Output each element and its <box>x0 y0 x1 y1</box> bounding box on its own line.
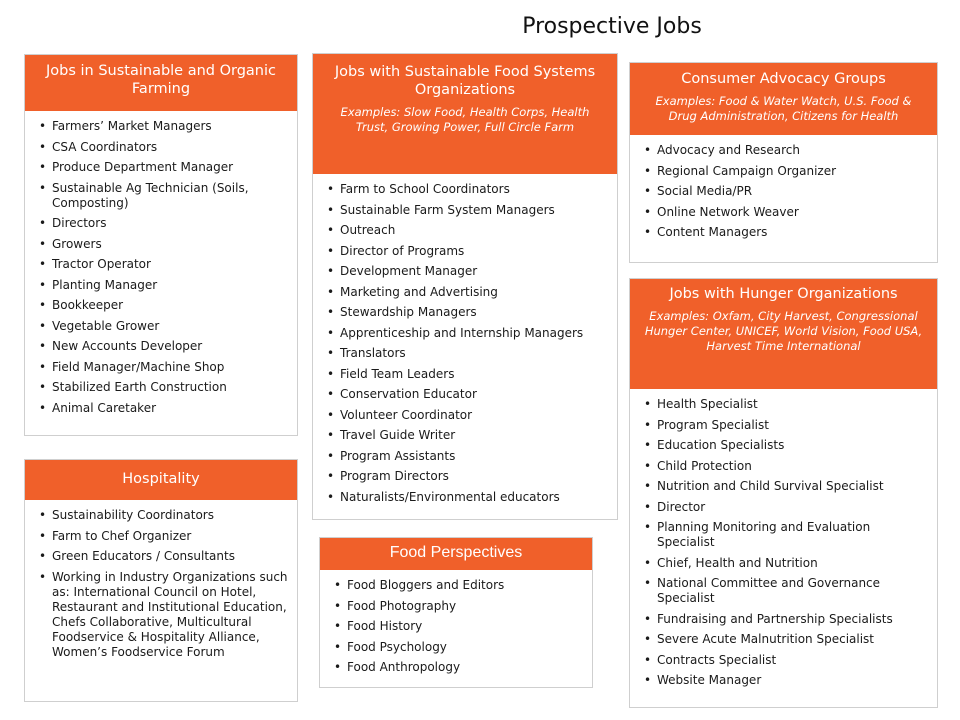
list-item: • Vegetable Grower <box>43 319 291 334</box>
card-examples: Examples: Slow Food, Health Corps, Health Trust, Growing Power, Full Circle Farm <box>340 105 590 134</box>
card-examples: Examples: Oxfam, City Harvest, Congressional Hunger Center, UNICEF, World Vision, Food USA, Harvest Time International <box>644 309 923 353</box>
list-item: • Conservation Educator <box>331 387 611 402</box>
card-examples: Examples: Food & Water Watch, U.S. Food & Drug Administration, Citizens for Health <box>655 94 912 123</box>
list-item: • Program Specialist <box>648 418 931 433</box>
list-item: • Outreach <box>331 223 611 238</box>
card-header <box>313 54 617 174</box>
list-item: • Stewardship Managers <box>331 305 611 320</box>
card-hospitality <box>24 459 298 702</box>
card-heading: Jobs in Sustainable and Organic Farming <box>45 63 277 97</box>
list-item: • Growers <box>43 237 291 252</box>
list-item: • Produce Department Manager <box>43 160 291 175</box>
list-item: • Stabilized Earth Construction <box>43 380 291 395</box>
job-list <box>313 174 617 516</box>
list-item: • Food Bloggers and Editors <box>338 578 586 593</box>
card-heading: Consumer Advocacy Groups <box>681 71 886 87</box>
list-item: • Contracts Specialist <box>648 653 931 668</box>
list-item: • Naturalists/Environmental educators <box>331 490 611 505</box>
list-item: • Program Assistants <box>331 449 611 464</box>
card-heading: Food Perspectives <box>389 544 523 561</box>
list-item: • Field Manager/Machine Shop <box>43 360 291 375</box>
list-item: • Director of Programs <box>331 244 611 259</box>
list-item: • Green Educators / Consultants <box>43 549 291 564</box>
list-item: • Sustainable Ag Technician (Soils, Composting) <box>43 181 291 211</box>
list-item: • Nutrition and Child Survival Specialist <box>648 479 931 494</box>
card-header <box>320 538 592 570</box>
list-item: • Tractor Operator <box>43 257 291 272</box>
list-item: • Child Protection <box>648 459 931 474</box>
list-item: • Regional Campaign Organizer <box>648 164 931 179</box>
list-item: • Farmers’ Market Managers <box>43 119 291 134</box>
card-header <box>630 279 937 389</box>
page-title: Prospective Jobs <box>522 14 702 39</box>
card-header <box>25 55 297 111</box>
list-item: • Chief, Health and Nutrition <box>648 556 931 571</box>
card-sustainable-food-systems <box>312 53 618 520</box>
list-item: • Animal Caretaker <box>43 401 291 416</box>
list-item: • Translators <box>331 346 611 361</box>
list-item: • Content Managers <box>648 225 931 240</box>
list-item: • Farm to School Coordinators <box>331 182 611 197</box>
list-item: • Marketing and Advertising <box>331 285 611 300</box>
card-heading: Jobs with Sustainable Food Systems Organizations <box>334 64 596 98</box>
job-list <box>320 570 592 687</box>
list-item: • Travel Guide Writer <box>331 428 611 443</box>
list-item: • Food History <box>338 619 586 634</box>
card-consumer-advocacy <box>629 62 938 263</box>
list-item: • New Accounts Developer <box>43 339 291 354</box>
list-item: • Food Psychology <box>338 640 586 655</box>
card-header <box>25 460 297 500</box>
list-item: • Sustainable Farm System Managers <box>331 203 611 218</box>
list-item: • Food Photography <box>338 599 586 614</box>
list-item: • Planning Monitoring and Evaluation Specialist <box>648 520 931 550</box>
list-item: • Sustainability Coordinators <box>43 508 291 523</box>
card-sustainable-organic-farming <box>24 54 298 436</box>
list-item: • CSA Coordinators <box>43 140 291 155</box>
card-food-perspectives <box>319 537 593 688</box>
job-list <box>25 500 297 671</box>
list-item: • Social Media/PR <box>648 184 931 199</box>
job-list <box>25 111 297 427</box>
list-item: • Planting Manager <box>43 278 291 293</box>
list-item: • Online Network Weaver <box>648 205 931 220</box>
card-header <box>630 63 937 135</box>
job-list <box>630 135 937 252</box>
job-list <box>630 389 937 700</box>
card-heading: Hospitality <box>122 471 200 487</box>
card-heading: Jobs with Hunger Organizations <box>669 286 898 302</box>
list-item: • National Committee and Governance Specialist <box>648 576 931 606</box>
list-item: • Program Directors <box>331 469 611 484</box>
list-item: • Volunteer Coordinator <box>331 408 611 423</box>
list-item: • Bookkeeper <box>43 298 291 313</box>
list-item: • Field Team Leaders <box>331 367 611 382</box>
list-item: • Education Specialists <box>648 438 931 453</box>
list-item: • Working in Industry Organizations such as: International Council on Hotel, Restaurant and Institutional Education, Chefs Collaborative, Multicultural Foodservice & Hospitality Alliance, Women’s Foodservice Forum <box>43 570 291 660</box>
card-hunger-organizations <box>629 278 938 708</box>
list-item: • Farm to Chef Organizer <box>43 529 291 544</box>
list-item: • Advocacy and Research <box>648 143 931 158</box>
list-item: • Website Manager <box>648 673 931 688</box>
list-item: • Severe Acute Malnutrition Specialist <box>648 632 931 647</box>
list-item: • Development Manager <box>331 264 611 279</box>
list-item: • Directors <box>43 216 291 231</box>
list-item: • Food Anthropology <box>338 660 586 675</box>
list-item: • Fundraising and Partnership Specialists <box>648 612 931 627</box>
list-item: • Health Specialist <box>648 397 931 412</box>
list-item: • Director <box>648 500 931 515</box>
list-item: • Apprenticeship and Internship Managers <box>331 326 611 341</box>
